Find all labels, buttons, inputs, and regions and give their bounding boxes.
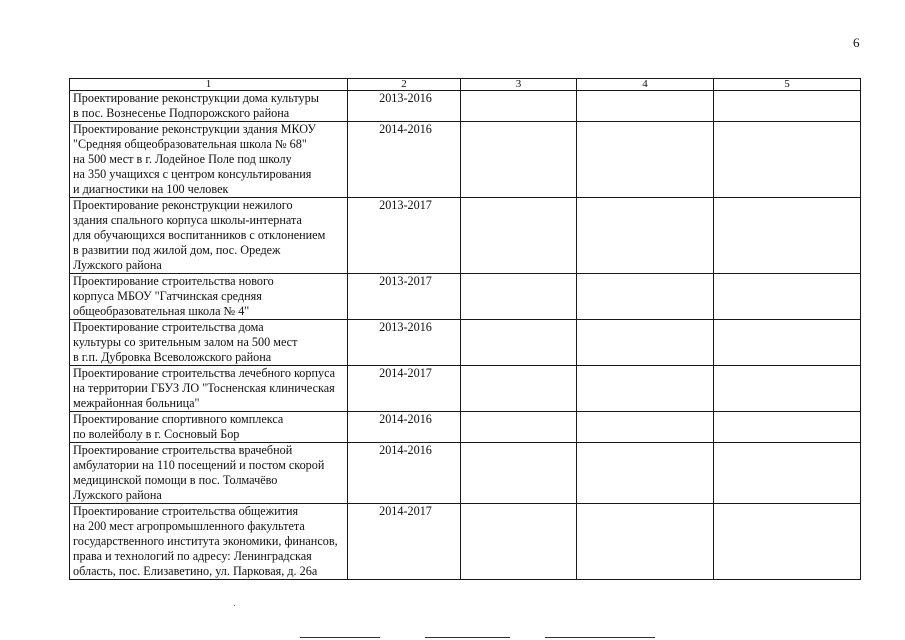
- header-col-2: 2: [348, 79, 461, 91]
- empty-cell: [577, 320, 714, 366]
- years-cell: 2014-2017: [348, 504, 461, 580]
- bottom-rule-left: [300, 637, 380, 638]
- bottom-rule-middle: [425, 637, 510, 638]
- header-col-4: 4: [577, 79, 714, 91]
- header-col-5: 5: [714, 79, 861, 91]
- empty-cell: [714, 91, 861, 122]
- years-cell: 2014-2016: [348, 412, 461, 443]
- empty-cell: [461, 504, 577, 580]
- empty-cell: [577, 504, 714, 580]
- project-name-cell: Проектирование строительства общежития на 200 мест агропромышленного факультета государственного института экономики, финансов, права и технологий по адресу: Ленинградская область, пос. Елизаветино, ул. Парковая, д. 26а: [70, 504, 348, 580]
- empty-cell: [714, 412, 861, 443]
- header-col-3: 3: [461, 79, 577, 91]
- table-header-row: [70, 79, 861, 91]
- projects-table: [69, 78, 861, 580]
- years-cell: 2013-2017: [348, 198, 461, 274]
- empty-cell: [461, 274, 577, 320]
- empty-cell: [461, 320, 577, 366]
- project-name-cell: Проектирование спортивного комплекса по волейболу в г. Сосновый Бор: [70, 412, 348, 443]
- empty-cell: [577, 91, 714, 122]
- table-row: [70, 504, 861, 580]
- table-row: [70, 122, 861, 198]
- project-name-cell: Проектирование реконструкции здания МКОУ "Средняя общеобразовательная школа № 68" на 500 мест в г. Лодейное Поле под школу на 350 учащихся с центром консультирования и диагностики на 100 человек: [70, 122, 348, 198]
- empty-cell: [714, 122, 861, 198]
- years-cell: 2014-2016: [348, 122, 461, 198]
- empty-cell: [461, 366, 577, 412]
- table-row: [70, 274, 861, 320]
- empty-cell: [577, 274, 714, 320]
- project-name-cell: Проектирование строительства дома культуры со зрительным залом на 500 мест в г.п. Дубровка Всеволожского района: [70, 320, 348, 366]
- empty-cell: [461, 443, 577, 504]
- empty-cell: [714, 443, 861, 504]
- empty-cell: [461, 412, 577, 443]
- empty-cell: [714, 504, 861, 580]
- page-number: 6: [853, 35, 860, 50]
- scan-speck: [234, 605, 235, 606]
- years-cell: 2013-2017: [348, 274, 461, 320]
- header-col-1: 1: [70, 79, 348, 91]
- project-name-cell: Проектирование строительства лечебного корпуса на территории ГБУЗ ЛО "Тосненская клиническая межрайонная больница": [70, 366, 348, 412]
- project-name-cell: Проектирование реконструкции дома культуры в пос. Вознесенье Подпорожского района: [70, 91, 348, 122]
- years-cell: 2013-2016: [348, 91, 461, 122]
- years-cell: 2013-2016: [348, 320, 461, 366]
- table-row: [70, 366, 861, 412]
- table-row: [70, 320, 861, 366]
- bottom-rule-right: [545, 637, 655, 638]
- empty-cell: [461, 91, 577, 122]
- table-row: [70, 443, 861, 504]
- empty-cell: [714, 366, 861, 412]
- empty-cell: [577, 198, 714, 274]
- empty-cell: [577, 366, 714, 412]
- years-cell: 2014-2016: [348, 443, 461, 504]
- empty-cell: [461, 122, 577, 198]
- empty-cell: [714, 198, 861, 274]
- project-name-cell: Проектирование строительства врачебной амбулатории на 110 посещений и постом скорой медицинской помощи в пос. Толмачёво Лужского района: [70, 443, 348, 504]
- empty-cell: [577, 412, 714, 443]
- years-cell: 2014-2017: [348, 366, 461, 412]
- project-name-cell: Проектирование реконструкции нежилого здания спального корпуса школы-интерната для обучающихся воспитанников с отклонением в развитии под жилой дом, пос. Оредеж Лужского района: [70, 198, 348, 274]
- empty-cell: [714, 274, 861, 320]
- project-name-cell: Проектирование строительства нового корпуса МБОУ "Гатчинская средняя общеобразовательная школа № 4": [70, 274, 348, 320]
- empty-cell: [714, 320, 861, 366]
- table-row: [70, 412, 861, 443]
- table-row: [70, 198, 861, 274]
- empty-cell: [577, 122, 714, 198]
- table-row: [70, 91, 861, 122]
- empty-cell: [461, 198, 577, 274]
- empty-cell: [577, 443, 714, 504]
